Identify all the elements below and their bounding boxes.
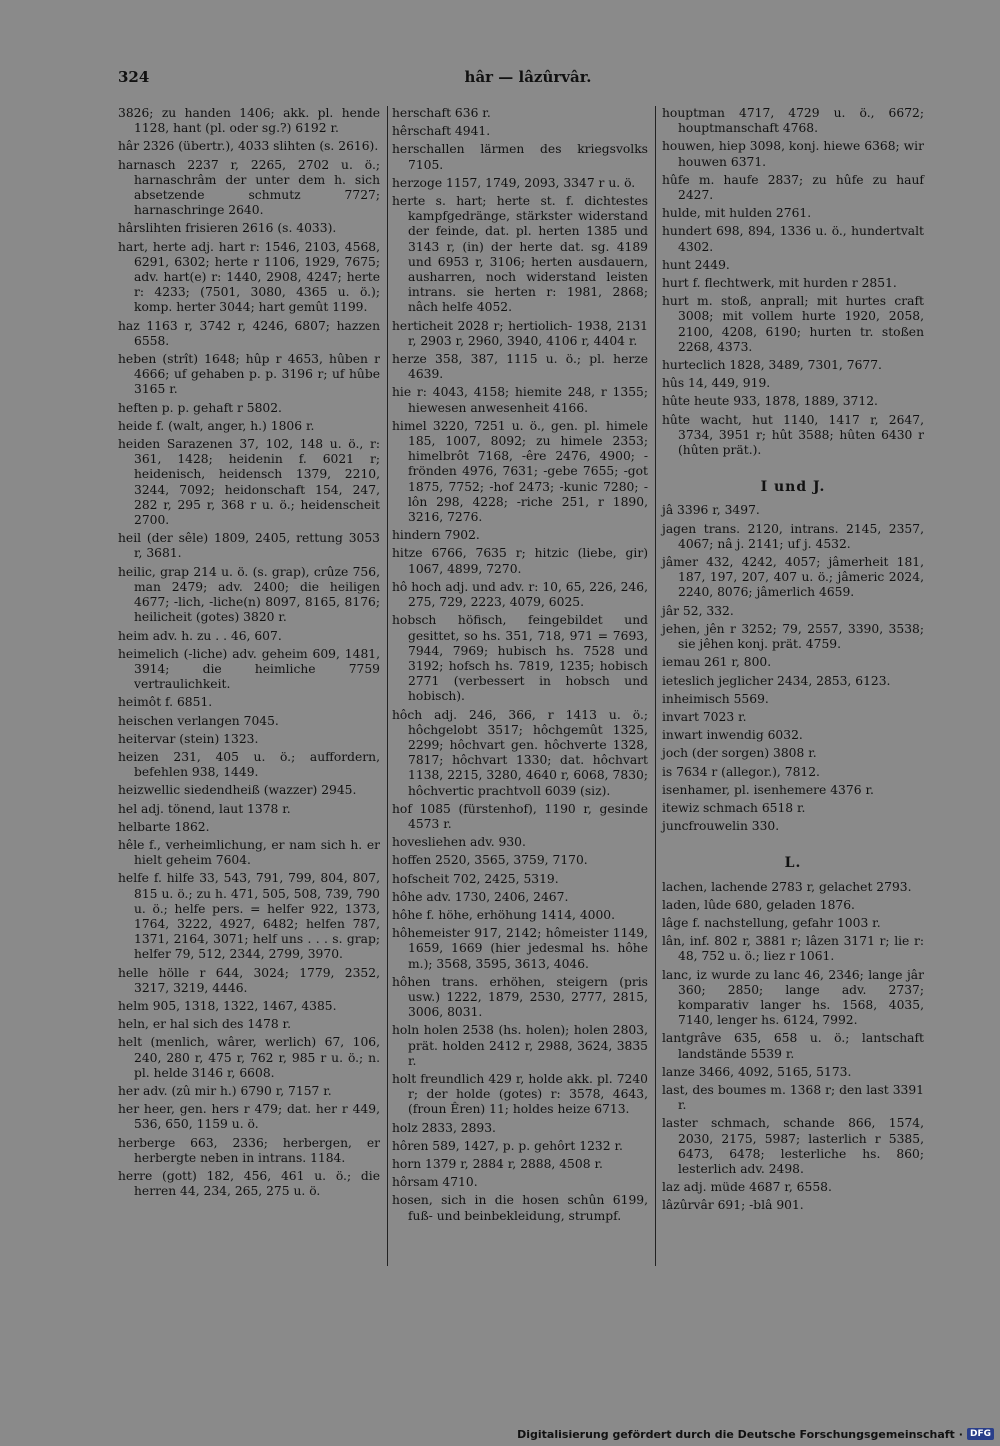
dictionary-entry: itewiz schmach 6518 r.	[662, 800, 806, 815]
dictionary-entry: heizwellic siedendheiß (wazzer) 2945.	[118, 783, 357, 798]
dictionary-entry: horn 1379 r, 2884 r, 2888, 4508 r.	[392, 1157, 603, 1171]
dictionary-entry: heln, er hal sich des 1478 r.	[118, 1017, 291, 1032]
dictionary-entry: joch (der sorgen) 3808 r.	[662, 746, 817, 761]
dictionary-entry: haz 1163 r, 3742 r, 4246, 6807; hazzen 6558.	[118, 318, 380, 348]
running-title: hâr — lâzûrvâr.	[464, 68, 592, 86]
dictionary-entry: lantgrâve 635, 658 u. ö.; lantschaft landstände 5539 r.	[662, 1031, 924, 1061]
dictionary-entry: jâmer 432, 4242, 4057; jâmerheit 181, 187, 197, 207, 407 u. ö.; jâmeric 2024, 2240, 8076; jâmerlich 4659.	[662, 555, 924, 600]
dictionary-entry: hel adj. tönend, laut 1378 r.	[118, 801, 291, 816]
dictionary-entry: hûte heute 933, 1878, 1889, 3712.	[662, 394, 878, 409]
dictionary-entry: laden, lûde 680, geladen 1876.	[662, 897, 855, 912]
dictionary-entry: iemau 261 r, 800.	[662, 655, 772, 670]
dictionary-entry: helbarte 1862.	[118, 819, 210, 834]
dictionary-entry: hôhe f. höhe, erhöhung 1414, 4000.	[392, 907, 616, 922]
dictionary-entry: jâ 3396 r, 3497.	[662, 503, 760, 518]
footer	[517, 1426, 994, 1442]
dictionary-entry: hosen, sich in die hosen schûn 6199, fuß- und beinbekleidung, strumpf.	[392, 1193, 648, 1223]
column-divider-2	[655, 106, 656, 1266]
dictionary-entry: hôch adj. 246, 366, r 1413 u. ö.; hôchgelobt 3517; hôchgemût 1325, 2299; hôchvart gen. hôchverte 1328, 7817; hôchvart 1330; dat. hôchvart 1138, 2215, 3280, 4640 r, 6068, 7830; hôchvertic prachtvoll 6039 (siz).	[392, 707, 648, 798]
dictionary-entry: heiden Sarazenen 37, 102, 148 u. ö., r: 361, 1428; heidenin f. 6021 r; heidenisch, heidensch 1379, 2210, 3244, 7092; heidonschaft 154, 247, 282 r, 295 r, 368 r u. ö.; heidenscheit 2700.	[118, 437, 380, 528]
dictionary-entry: hundert 698, 894, 1336 u. ö., hundertvalt 4302.	[662, 224, 924, 254]
dictionary-entry: herschallen lärmen des kriegsvolks 7105.	[392, 142, 648, 172]
dictionary-entry: hôhemeister 917, 2142; hômeister 1149, 1659, 1669 (hier jedesmal hs. hôhe m.); 3568, 3595, 3613, 4046.	[392, 926, 648, 971]
dictionary-entry: hindern 7902.	[392, 528, 480, 543]
dictionary-entry: heben (strît) 1648; hûp r 4653, hûben r 4666; uf gehaben p. p. 3196 r; uf hûbe 3165 r.	[118, 352, 380, 397]
dictionary-entry: hôrsam 4710.	[392, 1175, 478, 1190]
dictionary-entry: ieteslich jeglicher 2434, 2853, 6123.	[662, 673, 891, 688]
dictionary-entry: houptman 4717, 4729 u. ö., 6672; houptmanschaft 4768.	[662, 106, 924, 136]
dictionary-entry: heilic, grap 214 u. ö. (s. grap), crûze 756, man 2479; adv. 2400; die heiligen 4677; -lich, -liche(n) 8097, 8165, 8176; heilicheit (gotes) 3820 r.	[118, 564, 380, 625]
dictionary-entry: hof 1085 (fürstenhof), 1190 r, gesinde 4573 r.	[392, 801, 648, 831]
dictionary-entry: harnasch 2237 r, 2265, 2702 u. ö.; harnaschrâm der unter dem h. sich absetzende schmutz 7727; harnaschringe 2640.	[118, 157, 380, 218]
dictionary-entry: hart, herte adj. hart r: 1546, 2103, 4568, 6291, 6302; herte r 1106, 1929, 7675; adv. hart(e) r: 1440, 2908, 4247; herte r: 4233; (7501, 3080, 4365 u. ö.); komp. herter 3044; hart gemût 1199.	[118, 239, 380, 315]
dictionary-entry: hofscheit 702, 2425, 5319.	[392, 871, 559, 886]
dictionary-entry: hurt m. stoß, anprall; mit hurtes craft 3008; mit vollem hurte 1920, 2058, 2100, 4208, 6190; hurten tr. stoßen 2268, 4373.	[662, 294, 924, 354]
dictionary-entry: jehen, jên r 3252; 79, 2557, 3390, 3538; sie jêhen konj. prät. 4759.	[662, 621, 924, 652]
dictionary-entry: laz adj. müde 4687 r, 6558.	[662, 1180, 832, 1195]
dictionary-entry: invart 7023 r.	[662, 709, 747, 724]
separator: ·	[958, 1427, 963, 1441]
dictionary-entry: herte s. hart; herte st. f. dichtestes kampfgedränge, stärkster widerstand der feinde, dat. pl. herten 1385 und 3143 r, (in) der herte dat. sg. 4189 und 6953 r, 3106; herten ausdauern, ausharren, noch widerstand leisten intrans. sie herten r: 1981, 2868; nâch helfe 4052.	[392, 194, 648, 315]
dictionary-entry: heimelich (-liche) adv. geheim 609, 1481, 3914; die heimliche 7759 vertraulichkeit.	[118, 646, 380, 692]
dictionary-entry: isenhamer, pl. isenhemere 4376 r.	[662, 782, 874, 797]
dictionary-entry: heften p. p. gehaft r 5802.	[118, 400, 282, 415]
dictionary-entry: her adv. (zû mir h.) 6790 r, 7157 r.	[118, 1083, 332, 1098]
dictionary-entry: hôhen trans. erhöhen, steigern (pris usw.) 1222, 1879, 2530, 2777, 2815, 3006, 8031.	[392, 974, 648, 1020]
dictionary-entry: hô hoch adj. und adv. r: 10, 65, 226, 246, 275, 729, 2223, 4079, 6025.	[392, 579, 648, 610]
dictionary-entry: hûs 14, 449, 919.	[662, 376, 771, 391]
dictionary-entry: herre (gott) 182, 456, 461 u. ö.; die herren 44, 234, 265, 275 u. ö.	[118, 1169, 380, 1199]
dictionary-entry: hâr 2326 (übertr.), 4033 slihten (s. 2616).	[118, 139, 379, 154]
dictionary-entry: inwart inwendig 6032.	[662, 728, 803, 743]
dictionary-entry: lân, inf. 802 r, 3881 r; lâzen 3171 r; lie r: 48, 752 u. ö.; liez r 1061.	[662, 934, 924, 964]
dictionary-entry: helfe f. hilfe 33, 543, 791, 799, 804, 807, 815 u. ö.; zu h. 471, 505, 508, 739, 790 u. ö.; helfe pers. = helfer 922, 1373, 1764, 3222, 4927, 6482; helfen 787, 1371, 2164, 3071; helf uns . . . s. grap; helfer 79, 512, 2344, 2799, 3970.	[118, 871, 380, 962]
column-3	[662, 106, 924, 1217]
dictionary-entry: helm 905, 1318, 1322, 1467, 4385.	[118, 998, 337, 1013]
dictionary-entry: hârslihten frisieren 2616 (s. 4033).	[118, 221, 337, 236]
dictionary-entry: heimôt f. 6851.	[118, 695, 213, 710]
section-heading: L.	[784, 855, 802, 872]
dictionary-entry: hitze 6766, 7635 r; hitzic (liebe, gir) 1067, 4899, 7270.	[392, 546, 648, 576]
dictionary-entry: hoffen 2520, 3565, 3759, 7170.	[392, 853, 588, 868]
dictionary-entry: lachen, lachende 2783 r, gelachet 2793.	[662, 879, 912, 894]
dictionary-entry: 3826; zu handen 1406; akk. pl. hende 1128, hant (pl. oder sg.?) 6192 r.	[118, 106, 380, 136]
dictionary-entry: heim adv. h. zu . . 46, 607.	[118, 628, 282, 643]
dictionary-entry: is 7634 r (allegor.), 7812.	[662, 764, 820, 779]
dictionary-entry: hûte wacht, hut 1140, 1417 r, 2647, 3734, 3951 r; hût 3588; hûten 6430 r (hûten prät.).	[662, 412, 924, 458]
dictionary-entry: heischen verlangen 7045.	[118, 713, 279, 728]
dictionary-entry: hôhe adv. 1730, 2406, 2467.	[392, 889, 569, 904]
dictionary-entry: hie r: 4043, 4158; hiemite 248, r 1355; hiewesen anwesenheit 4166.	[392, 385, 648, 415]
page-number: 324	[118, 68, 150, 86]
dictionary-entry: herze 358, 387, 1115 u. ö.; pl. herze 4639.	[392, 352, 648, 382]
dictionary-entry: himel 3220, 7251 u. ö., gen. pl. himele 185, 1007, 8092; zu himele 2353; himelbrôt 7168, -êre 2476, 4900; -frönden 4976, 7631; -gebe 7655; -got 1875, 7752; -hof 2473; -kunic 7280; -lôn 298, 4228; -riche 251, r 1890, 3216, 7276.	[392, 418, 648, 525]
dictionary-entry: herberge 663, 2336; herbergen, er herbergte neben in intrans. 1184.	[118, 1135, 380, 1165]
dictionary-entry: hêrschaft 4941.	[392, 124, 491, 139]
dictionary-entry: lâge f. nachstellung, gefahr 1003 r.	[662, 915, 881, 930]
dictionary-entry: heide f. (walt, anger, h.) 1806 r.	[118, 418, 315, 433]
dictionary-entry: hulde, mit hulden 2761.	[662, 206, 812, 221]
dictionary-entry: holn holen 2538 (hs. holen); holen 2803, prät. holden 2412 r, 2988, 3624, 3835 r.	[392, 1023, 648, 1068]
column-divider-1	[387, 106, 388, 1266]
dictionary-entry: hunt 2449.	[662, 257, 730, 272]
section-heading: I und J.	[760, 479, 826, 496]
footer-text: Digitalisierung gefördert durch die Deutsche Forschungsgemeinschaft	[517, 1427, 955, 1441]
dictionary-entry: last, des boumes m. 1368 r; den last 3391 r.	[662, 1082, 924, 1113]
dictionary-entry: hûfe m. haufe 2837; zu hûfe zu hauf 2427.	[662, 172, 924, 203]
dictionary-entry: inheimisch 5569.	[662, 691, 769, 706]
dictionary-entry: helle hölle r 644, 3024; 1779, 2352, 3217, 3219, 4446.	[118, 965, 380, 995]
dictionary-entry: holt freundlich 429 r, holde akk. pl. 7240 r; der holde (gotes) r: 3578, 4643, (froun Êren) 11; holdes heize 6713.	[392, 1071, 648, 1117]
column-1	[118, 106, 380, 1202]
dictionary-entry: heitervar (stein) 1323.	[118, 731, 259, 746]
dictionary-entry: herzoge 1157, 1749, 2093, 3347 r u. ö.	[392, 175, 636, 190]
dictionary-entry: houwen, hiep 3098, konj. hiewe 6368; wir houwen 6371.	[662, 139, 924, 169]
dictionary-entry: hobsch höfisch, feingebildet und gesittet, so hs. 351, 718, 971 = 7693, 7944, 7969; hubisch hs. 7528 und 3192; hofsch hs. 7819, 1235; hobisch 2771 (verbessert in hobsch und hobisch).	[392, 613, 648, 704]
dictionary-entry: her heer, gen. hers r 479; dat. her r 449, 536, 650, 1159 u. ö.	[118, 1102, 380, 1132]
dictionary-entry: hurt f. flechtwerk, mit hurden r 2851.	[662, 276, 897, 291]
dictionary-entry: lâzûrvâr 691; -blâ 901.	[662, 1198, 804, 1213]
column-2	[392, 106, 648, 1227]
dictionary-entry: hêle f., verheimlichung, er nam sich h. er hielt geheim 7604.	[118, 837, 380, 868]
dictionary-entry: hôren 589, 1427, p. p. gehôrt 1232 r.	[392, 1138, 623, 1153]
dictionary-entry: heil (der sêle) 1809, 2405, rettung 3053 r, 3681.	[118, 531, 380, 561]
dictionary-entry: helt (menlich, wârer, werlich) 67, 106, 240, 280 r, 475 r, 762 r, 985 r u. ö.; n. pl. helde 3146 r, 6608.	[118, 1035, 380, 1080]
dictionary-entry: laster schmach, schande 866, 1574, 2030, 2175, 5987; lasterlich r 5385, 6473, 6478; lesterliche hs. 860; lesterlich adv. 2498.	[662, 1116, 924, 1176]
dictionary-entry: heizen 231, 405 u. ö.; auffordern, befehlen 938, 1449.	[118, 749, 380, 780]
dictionary-entry: lanze 3466, 4092, 5165, 5173.	[662, 1064, 852, 1079]
dictionary-entry: juncfrouwelin 330.	[662, 819, 780, 834]
dictionary-entry: jâr 52, 332.	[662, 603, 734, 618]
dfg-logo: DFG	[967, 1428, 994, 1440]
dictionary-entry: lanc, iz wurde zu lanc 46, 2346; lange jâr 360; 2850; lange adv. 2737; komparativ langer hs. 1568, 4035, 7140, lenger hs. 6124, 7992.	[662, 967, 924, 1028]
dictionary-entry: hovesliehen adv. 930.	[392, 835, 526, 850]
dictionary-entry: jagen trans. 2120, intrans. 2145, 2357, 4067; nâ j. 2141; uf j. 4532.	[662, 521, 924, 551]
dictionary-entry: herschaft 636 r.	[392, 106, 491, 120]
dictionary-entry: holz 2833, 2893.	[392, 1120, 496, 1135]
dictionary-entry: herticheit 2028 r; hertiolich- 1938, 2131 r, 2903 r, 2960, 3940, 4106 r, 4404 r.	[392, 318, 648, 348]
dictionary-entry: hurteclich 1828, 3489, 7301, 7677.	[662, 358, 882, 373]
page-header	[118, 68, 938, 92]
